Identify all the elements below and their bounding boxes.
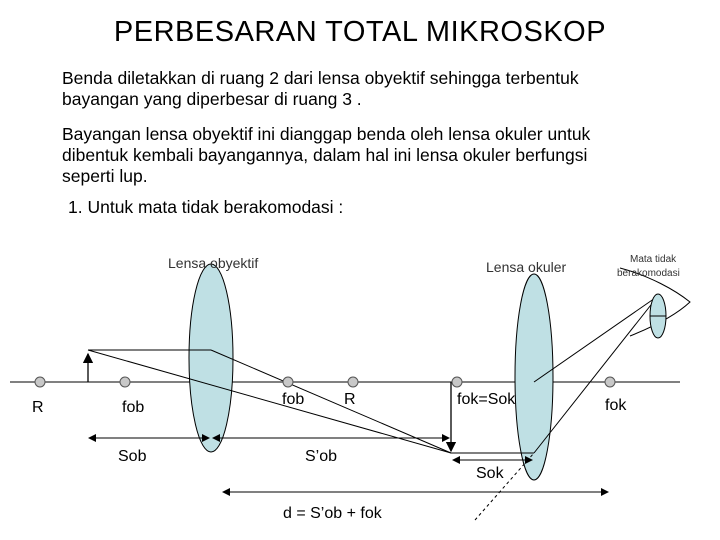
label-fob-left: fob [122,399,145,416]
label-sob: Sob [118,448,147,465]
label-d: d = S’ob + fok [283,505,382,522]
eye-label-line2: berakomodasi [617,268,680,279]
point-fok [605,377,615,387]
paragraph-1: Benda diletakkan di ruang 2 dari lensa obyektif sehingga terbentuk bayangan yang diperbesar di ruang 3 . [62,68,579,109]
label-R-left: R [32,399,44,416]
point-fok-sok [452,377,462,387]
label-sok: Sok [476,465,504,482]
ray-to-eye-2 [534,296,658,382]
point-R-left [35,377,45,387]
objective-lens [189,264,233,452]
label-fok: fok [605,397,627,414]
label-fok-sok: fok=Sok [457,391,516,408]
eye-label-line1: Mata tidak [630,254,677,265]
point-R-right [348,377,358,387]
ocular-lens [515,274,553,480]
point-fob-left [120,377,130,387]
label-fob-right: fob [282,391,305,408]
point-fob-right [283,377,293,387]
objective-lens-label: Lensa obyektif [168,255,259,271]
ocular-lens-label: Lensa okuler [486,259,567,275]
page-title: PERBESARAN TOTAL MIKROSKOP [113,16,607,48]
label-s-ob: S’ob [305,448,338,465]
paragraph-2: Bayangan lensa obyektif ini dianggap benda oleh lensa okuler untuk dibentuk kembali bayangannya, dalam hal ini lensa okuler berfungsi seperti lup. [62,124,591,186]
label-R-right: R [344,391,356,408]
case-label: 1. Untuk mata tidak berakomodasi : [68,197,344,217]
